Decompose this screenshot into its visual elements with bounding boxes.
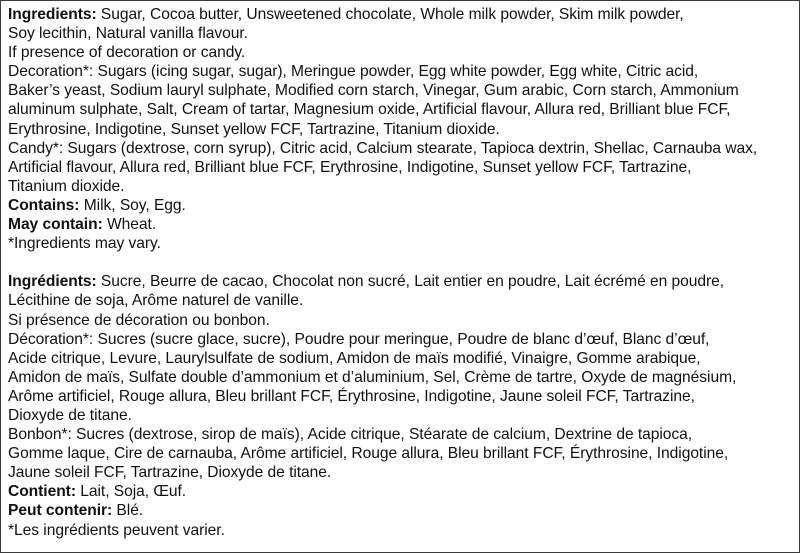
english-may-contain-label: May contain: <box>8 216 103 234</box>
french-may-contain <box>8 501 798 520</box>
section-spacer <box>8 253 798 272</box>
english-may-contain <box>8 215 798 234</box>
french-ingredients-line-1 <box>8 272 798 291</box>
french-ingredients-line-2: Lécithine de soja, Arôme naturel de vanille. <box>8 292 304 310</box>
english-ingredients-label: Ingredients: <box>8 6 97 23</box>
french-decoration-line-1: Décoration*: Sucres (sucre glace, sucre), Poudre pour meringue, Poudre de blanc d’œuf, Blanc d’œuf, <box>8 330 710 348</box>
french-decoration-line-4: Arôme artificiel, Rouge allura, Bleu brillant FCF, Érythrosine, Indigotine, Jaune soleil FCF, Tartrazine, <box>8 387 695 405</box>
english-candy-line-3: Titanium dioxide. <box>8 177 125 195</box>
french-decoration-line-3: Amidon de maïs, Sulfate double d’ammonium et d’aluminium, Sel, Crème de tartre, Oxyde de magnésium, <box>8 368 737 386</box>
english-ingredients-line-2: Soy lecithin, Natural vanilla flavour. <box>8 25 248 43</box>
french-may-contain-label: Peut contenir: <box>8 502 113 520</box>
english-decoration-line-3: aluminum sulphate, Salt, Cream of tartar, Magnesium oxide, Artificial flavour, Allura red, Brilliant blue FCF, <box>8 101 731 119</box>
english-contains <box>8 196 798 215</box>
french-decoration-line-5: Dioxyde de titane. <box>8 406 132 424</box>
french-ingredients-label: Ingrédients: <box>8 273 97 291</box>
english-contains-label: Contains: <box>8 196 80 214</box>
french-contains-value: Lait, Soja, Œuf. <box>75 483 187 501</box>
french-contains-label: Contient: <box>8 483 76 501</box>
english-may-contain-value: Wheat. <box>102 216 157 234</box>
french-section <box>8 272 798 539</box>
english-condition: If presence of decoration or candy. <box>8 44 246 62</box>
english-section <box>8 5 798 253</box>
english-candy-line-2: Artificial flavour, Allura red, Brilliant blue FCF, Erythrosine, Indigotine, Sunset yellow FCF, Tartrazine, <box>8 158 692 176</box>
french-contains <box>8 482 798 501</box>
french-footnote: *Les ingrédients peuvent varier. <box>8 521 225 539</box>
english-ingredients-text-1: Sugar, Cocoa butter, Unsweetened chocolate, Whole milk powder, Skim milk powder, <box>96 6 684 23</box>
english-decoration-line-1: Decoration*: Sugars (icing sugar, sugar), Meringue powder, Egg white powder, Egg white, Citric acid, <box>8 63 699 81</box>
french-condition: Si présence de décoration ou bonbon. <box>8 311 270 329</box>
english-contains-value: Milk, Soy, Egg. <box>79 196 186 214</box>
english-decoration-line-2: Baker’s yeast, Sodium lauryl sulphate, Modified corn starch, Vinegar, Gum arabic, Corn starch, Ammonium <box>8 82 739 100</box>
english-candy-line-1: Candy*: Sugars (dextrose, corn syrup), Citric acid, Calcium stearate, Tapioca dextrin, Shellac, Carnauba wax, <box>8 139 758 157</box>
french-candy-line-1: Bonbon*: Sucres (dextrose, sirop de maïs), Acide citrique, Stéarate de calcium, Dextrine de tapioca, <box>8 426 693 444</box>
english-ingredients-line-1 <box>8 5 798 24</box>
french-ingredients-text-1: Sucre, Beurre de cacao, Chocolat non sucré, Lait entier en poudre, Lait écrémé en poudre, <box>96 273 725 291</box>
french-candy-line-2: Gomme laque, Cire de carnauba, Arôme artificiel, Rouge allura, Bleu brillant FCF, Érythrosine, Indigotine, <box>8 445 729 463</box>
french-may-contain-value: Blé. <box>112 502 144 520</box>
french-candy-line-3: Jaune soleil FCF, Tartrazine, Dioxyde de titane. <box>8 464 332 482</box>
english-decoration-line-4: Erythrosine, Indigotine, Sunset yellow FCF, Tartrazine, Titanium dioxide. <box>8 120 500 138</box>
french-decoration-line-2: Acide citrique, Levure, Laurylsulfate de sodium, Amidon de maïs modifié, Vinaigre, Gomme arabique, <box>8 349 701 367</box>
english-footnote: *Ingredients may vary. <box>8 235 161 253</box>
ingredient-label-content <box>8 5 798 540</box>
